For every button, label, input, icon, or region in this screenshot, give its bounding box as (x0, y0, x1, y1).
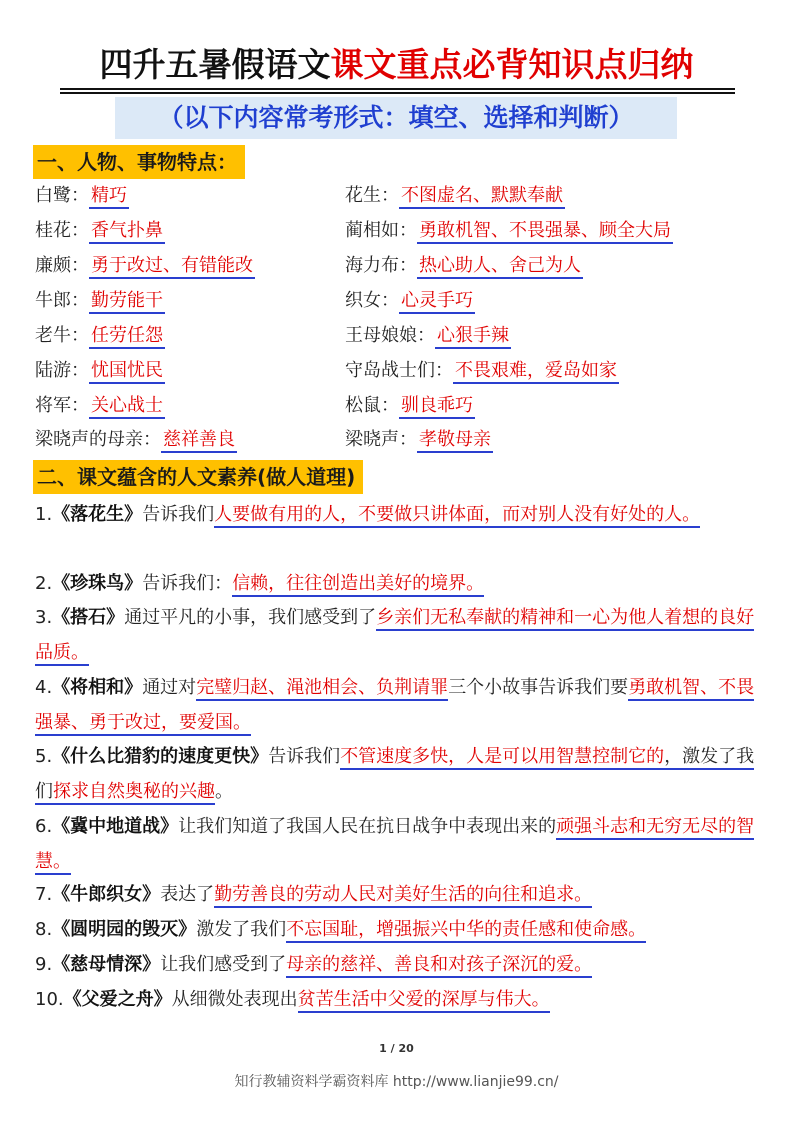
item-number: 7. (35, 884, 53, 905)
answer-text: 母亲的慈祥、善良和对孩子深沉的爱。 (286, 954, 592, 978)
trait-item (345, 183, 565, 209)
page-number: 1 / 20 (379, 1042, 414, 1055)
answer-text: 不管速度多快，人是可以用智慧控制它的 (340, 746, 664, 770)
trait-key: 梁晓声： (345, 429, 417, 450)
lesson-item (35, 497, 760, 532)
trait-item (35, 288, 165, 314)
item-number: 2. (35, 573, 53, 594)
item-text: 从细微处表现出 (171, 989, 298, 1010)
lesson-item (35, 739, 760, 809)
trait-value: 不图虚名、默默奉献 (399, 185, 565, 209)
trait-value: 忧国忧民 (89, 360, 165, 384)
trait-key: 织女： (345, 290, 399, 311)
book-title: 《圆明园的毁灭》 (52, 919, 197, 940)
lesson-item (35, 982, 760, 1017)
trait-item (35, 183, 129, 209)
trait-item (35, 393, 165, 419)
trait-value: 心狠手辣 (435, 325, 511, 349)
answer-text: 探求自然奥秘的兴趣 (53, 781, 215, 805)
item-text: 告诉我们： (142, 573, 233, 594)
lesson-item (35, 912, 760, 947)
trait-key: 花生： (345, 185, 399, 206)
item-text: ，激发了我们 (35, 746, 754, 805)
answer-text: 顽强斗志和无穷无尽的智慧。 (35, 816, 754, 875)
page-title (0, 44, 793, 86)
book-title: 《冀中地道战》 (52, 816, 179, 837)
section1-heading: 一、人物、事物特点： (33, 145, 245, 179)
book-title: 《搭石》 (52, 607, 125, 628)
subtitle: （以下内容常考形式：填空、选择和判断） (158, 103, 634, 132)
trait-key: 牛郎： (35, 290, 89, 311)
trait-value: 任劳任怨 (89, 325, 165, 349)
item-number: 3. (35, 607, 53, 628)
trait-item (345, 358, 619, 384)
trait-value: 关心战士 (89, 395, 165, 419)
trait-key: 陆游： (35, 360, 89, 381)
trait-item (345, 253, 583, 279)
trait-value: 心灵手巧 (399, 290, 475, 314)
trait-item (35, 323, 165, 349)
answer-text: 不忘国耻，增强振兴中华的责任感和使命感。 (286, 919, 646, 943)
title-part-black: 四升五暑假语文 (99, 45, 331, 84)
title-part-red: 课文重点必背知识点归纳 (330, 45, 694, 84)
book-title: 《落花生》 (52, 504, 143, 525)
trait-value: 香气扑鼻 (89, 220, 165, 244)
trait-value: 热心助人、舍己为人 (417, 255, 583, 279)
footer-text: 知行教辅资料学霸资料库 http://www.lianjie99.cn/ (234, 1074, 559, 1090)
item-text: 。 (215, 781, 233, 802)
answer-text: 贫苦生活中父爱的深厚与伟大。 (298, 989, 550, 1013)
trait-value: 慈祥善良 (161, 429, 237, 453)
lesson-item (35, 947, 760, 982)
answer-text: 完璧归赵、渑池相会、负荆请罪 (196, 677, 448, 701)
title-underline-second (60, 92, 735, 94)
lesson-item (35, 670, 760, 740)
item-text: 告诉我们 (142, 504, 215, 525)
item-text: 表达了 (160, 884, 215, 905)
trait-item (345, 393, 475, 419)
trait-key: 廉颇： (35, 255, 89, 276)
book-title: 《将相和》 (52, 677, 143, 698)
trait-item (35, 253, 255, 279)
item-text: 通过对 (142, 677, 197, 698)
trait-value: 不畏艰难，爱岛如家 (453, 360, 619, 384)
trait-value: 孝敬母亲 (417, 429, 493, 453)
trait-item (345, 427, 493, 453)
trait-item (345, 288, 475, 314)
item-number: 9. (35, 954, 53, 975)
book-title: 《慈母情深》 (52, 954, 161, 975)
item-text: 让我们感受到了 (160, 954, 287, 975)
lesson-item (35, 600, 760, 670)
item-text: 三个小故事告诉我们要 (448, 677, 629, 698)
lesson-item (35, 566, 760, 601)
book-title: 《什么比猎豹的速度更快》 (52, 746, 269, 767)
item-text: 激发了我们 (196, 919, 287, 940)
section2-heading: 二、课文蕴含的人文素养(做人道理) (33, 460, 363, 494)
book-title: 《珍珠鸟》 (52, 573, 143, 594)
title-underline (60, 88, 735, 90)
lesson-item (35, 877, 760, 912)
trait-value: 驯良乖巧 (399, 395, 475, 419)
item-number: 10. (35, 989, 64, 1010)
trait-item (35, 218, 165, 244)
trait-key: 白鹭： (35, 185, 89, 206)
trait-item (345, 323, 511, 349)
trait-key: 海力布： (345, 255, 417, 276)
trait-key: 老牛： (35, 325, 89, 346)
item-number: 4. (35, 677, 53, 698)
item-number: 6. (35, 816, 53, 837)
trait-key: 蔺相如： (345, 220, 417, 241)
trait-key: 守岛战士们： (345, 360, 453, 381)
answer-text: 信赖，往往创造出美好的境界。 (232, 573, 484, 597)
trait-key: 王母娘娘： (345, 325, 435, 346)
answer-text: 人要做有用的人，不要做只讲体面，而对别人没有好处的人。 (214, 504, 700, 528)
trait-key: 将军： (35, 395, 89, 416)
item-text: 通过平凡的小事，我们感受到了 (124, 607, 377, 628)
answer-text: 乡亲们无私奉献的精神和一心为他人着想的良好品质。 (35, 607, 754, 666)
item-text: 告诉我们 (268, 746, 341, 767)
book-title: 《父爱之舟》 (63, 989, 172, 1010)
trait-key: 松鼠： (345, 395, 399, 416)
item-number: 1. (35, 504, 53, 525)
trait-value: 精巧 (89, 185, 129, 209)
book-title: 《牛郎织女》 (52, 884, 161, 905)
item-number: 8. (35, 919, 53, 940)
answer-text: 勇敢机智、不畏强暴、勇于改过，要爱国。 (35, 677, 754, 736)
item-text: 让我们知道了我国人民在抗日战争中表现出来的 (178, 816, 557, 837)
item-number: 5. (35, 746, 53, 767)
lesson-item (35, 809, 760, 879)
trait-value: 勇敢机智、不畏强暴、顾全大局 (417, 220, 673, 244)
trait-item (35, 427, 237, 453)
trait-item (345, 218, 673, 244)
trait-key: 桂花： (35, 220, 89, 241)
trait-key: 梁晓声的母亲： (35, 429, 161, 450)
trait-value: 勤劳能干 (89, 290, 165, 314)
trait-item (35, 358, 165, 384)
trait-value: 勇于改过、有错能改 (89, 255, 255, 279)
answer-text: 勤劳善良的劳动人民对美好生活的向往和追求。 (214, 884, 592, 908)
